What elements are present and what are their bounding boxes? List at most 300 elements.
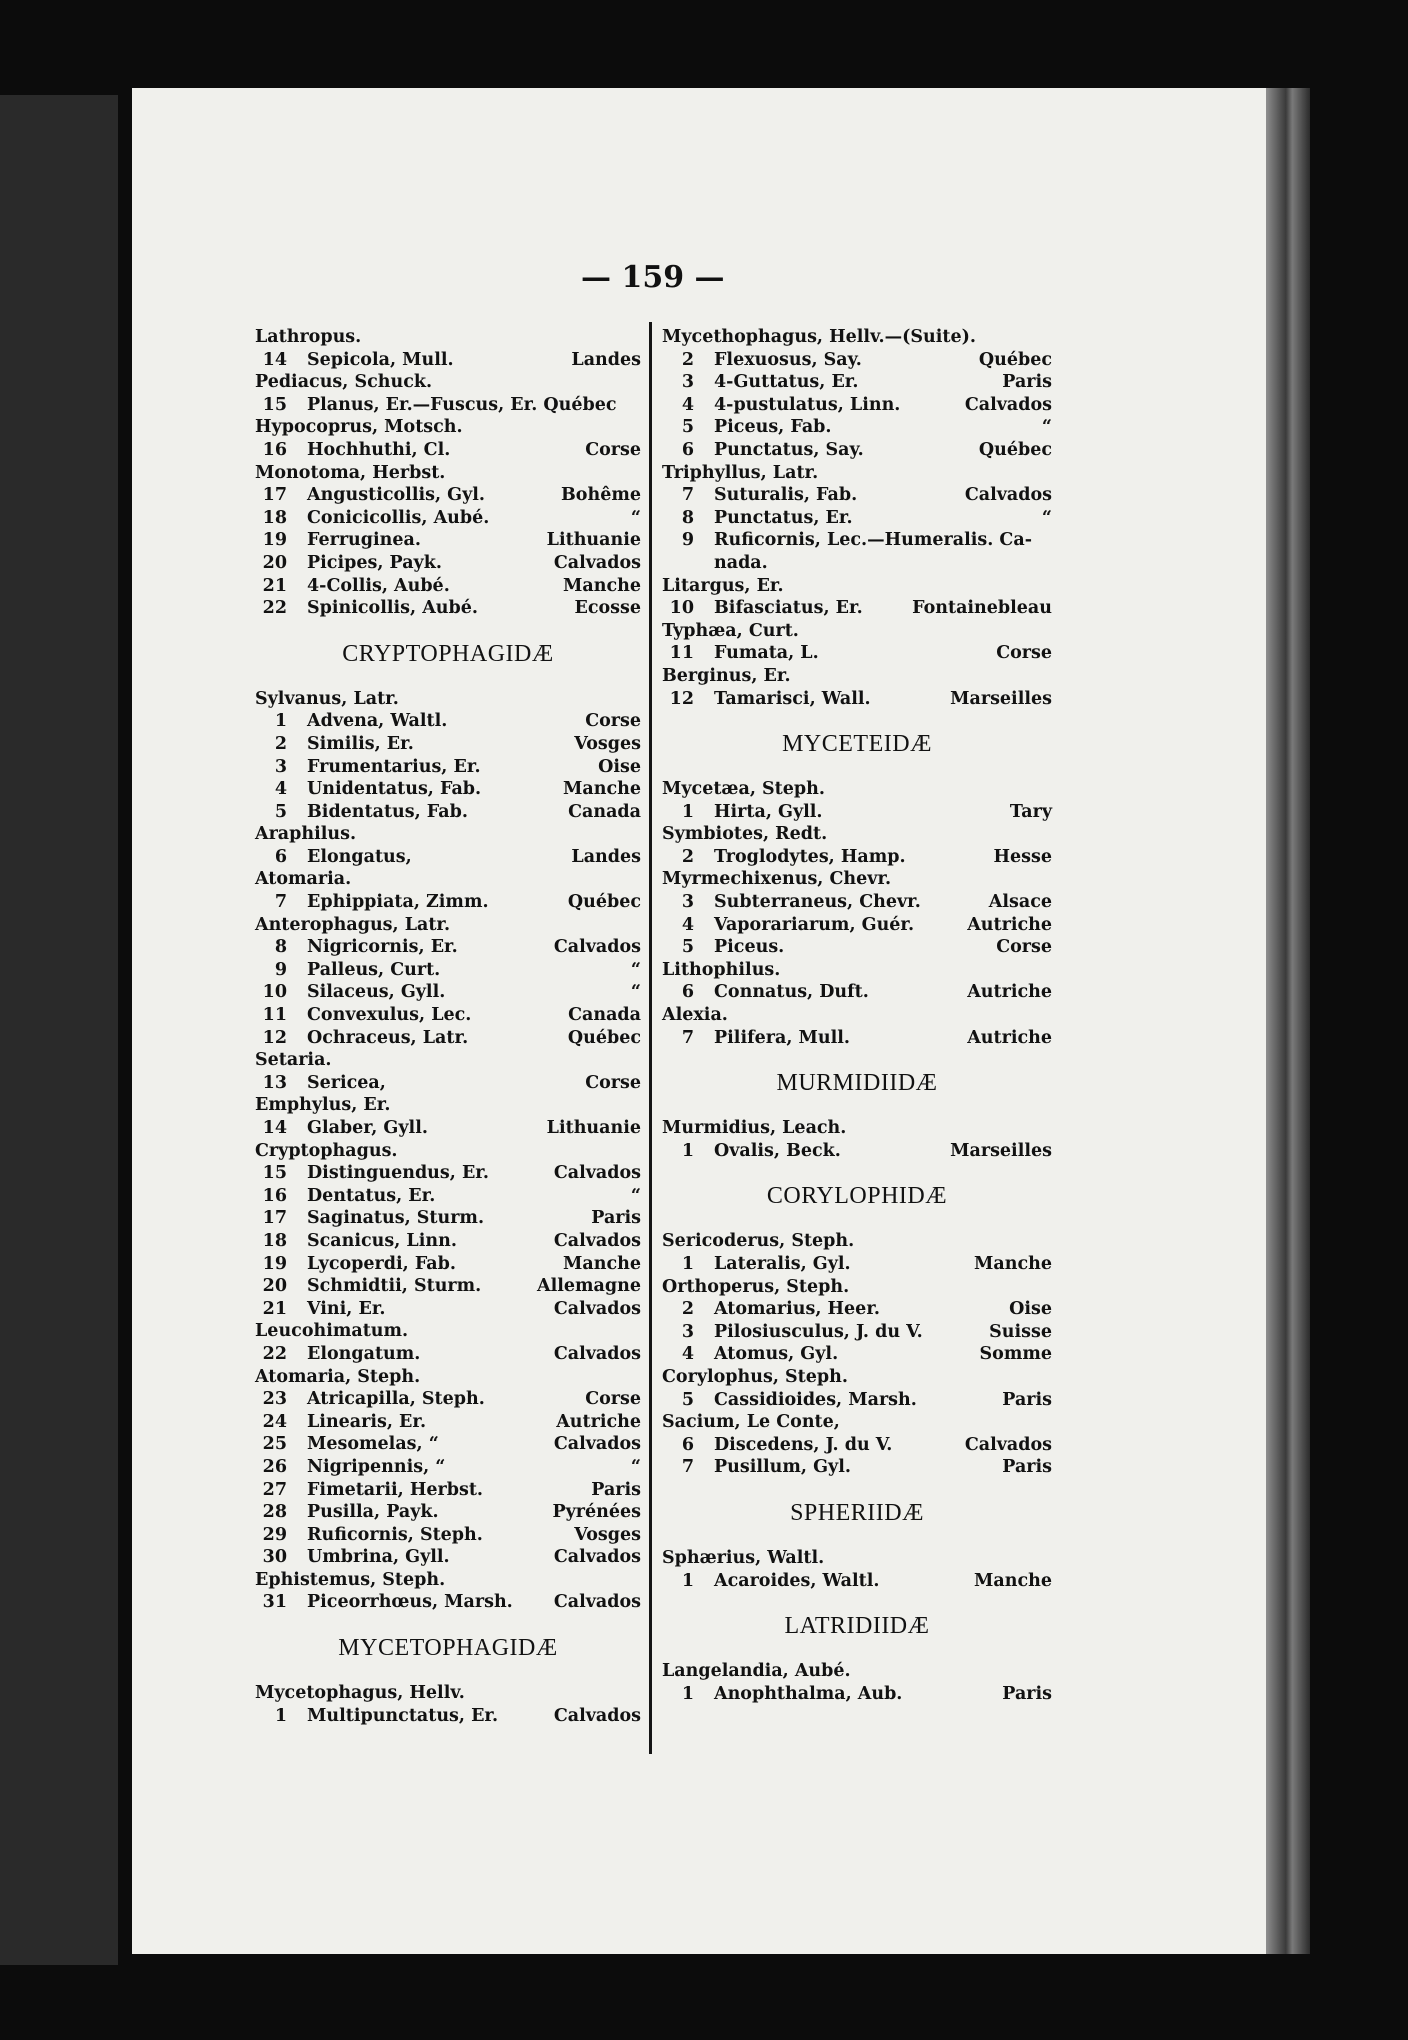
locality: Manche (974, 1570, 1052, 1591)
entry-text: Orthoperus, Steph. (662, 1276, 850, 1297)
species-name: 4-pustulatus, Linn. (714, 394, 901, 415)
genus-heading (662, 620, 1052, 643)
locality: Paris (591, 1208, 641, 1229)
locality: Landes (571, 846, 641, 867)
species-entry (662, 529, 1052, 552)
species-entry (255, 1230, 641, 1253)
entry-text: Corylophus, Steph. (662, 1366, 848, 1387)
species-entry (662, 1253, 1052, 1276)
species-entry (255, 1479, 641, 1502)
locality: Calvados (964, 485, 1052, 506)
species-entry (662, 1389, 1052, 1412)
genus-heading (255, 1320, 641, 1343)
species-entry (662, 1434, 1052, 1457)
genus-heading (255, 1140, 641, 1163)
locality: Calvados (553, 937, 641, 958)
species-name: Distinguendus, Er. (307, 1163, 489, 1184)
species-name: Lateralis, Gyl. (714, 1254, 851, 1274)
species-name: Similis, Er. (307, 733, 414, 754)
species-name: Fumata, L. (714, 643, 819, 664)
species-entry (662, 1570, 1052, 1593)
species-entry (255, 1433, 641, 1456)
entry-number: 28 (262, 1502, 287, 1523)
entry-number: 29 (262, 1524, 287, 1545)
entry-number: 17 (262, 1208, 287, 1229)
species-entry (662, 349, 1052, 372)
entry-text: Atomaria, Steph. (255, 1366, 421, 1387)
entry-text: Cryptophagus. (255, 1140, 398, 1161)
entry-number: 1 (681, 1254, 694, 1274)
entry-text: Triphyllus, Latr. (662, 462, 819, 483)
locality: Oise (598, 756, 641, 777)
locality: Corse (585, 1072, 641, 1093)
entry-text: Pediacus, Schuck. (255, 372, 433, 393)
locality: Allemagne (537, 1276, 641, 1297)
species-entry (662, 597, 1052, 620)
entry-number: 7 (681, 1457, 694, 1478)
entry-number: 7 (274, 892, 287, 913)
family-heading: CORYLOPHIDÆ (766, 1183, 948, 1210)
species-entry (255, 1253, 641, 1276)
locality: Québec (978, 439, 1052, 460)
locality: Québec (567, 892, 641, 913)
entry-number: 2 (681, 1299, 694, 1320)
species-name: Pusillum, Gyl. (714, 1457, 851, 1478)
species-entry (662, 642, 1052, 665)
entry-number: 14 (262, 349, 287, 370)
genus-heading (662, 1660, 1052, 1683)
genus-heading (255, 1049, 641, 1072)
entry-number: 20 (262, 1276, 287, 1297)
entry-text: Sacium, Le Conte, (662, 1412, 840, 1433)
entry-number: 18 (262, 1230, 287, 1251)
genus-heading (662, 959, 1052, 982)
species-entry (662, 439, 1052, 462)
locality: Vosges (574, 1524, 641, 1545)
page-number: — 159 — (581, 260, 725, 295)
species-name: Suturalis, Fab. (714, 485, 858, 506)
entry-text: Lathropus. (255, 327, 362, 347)
entry-number: 12 (669, 688, 694, 709)
species-entry (255, 552, 641, 575)
entry-number: 18 (262, 507, 287, 528)
species-entry (255, 959, 641, 982)
species-entry (662, 416, 1052, 439)
locality: Bohême (561, 485, 641, 506)
species-entry (662, 1298, 1052, 1321)
species-entry (255, 529, 641, 552)
entry-text: Atomaria. (255, 869, 352, 890)
locality: Corse (996, 937, 1052, 958)
species-entry (662, 688, 1052, 711)
entry-number: 25 (262, 1434, 287, 1455)
species-entry (255, 1004, 641, 1027)
species-entry (662, 1456, 1052, 1479)
species-entry (255, 981, 641, 1004)
species-entry (255, 1162, 641, 1185)
locality: “ (630, 982, 641, 1003)
locality: Calvados (553, 1547, 641, 1568)
species-entry (255, 1207, 641, 1230)
left-column (255, 326, 641, 1727)
entry-number: 16 (262, 1185, 287, 1206)
locality: Corse (996, 643, 1052, 664)
locality: Paris (1002, 1683, 1052, 1704)
species-name: Tamarisci, Wall. (714, 688, 871, 709)
entry-number: 17 (262, 485, 287, 506)
genus-heading (662, 326, 1052, 349)
genus-heading (662, 1230, 1052, 1253)
locality: Calvados (964, 394, 1052, 415)
species-name: Advena, Waltl. (307, 711, 448, 732)
entry-text: Murmidius, Leach. (662, 1118, 847, 1139)
entry-text: Emphylus, Er. (255, 1095, 391, 1116)
species-entry (255, 575, 641, 598)
locality: Marseilles (950, 1140, 1052, 1161)
entry-number: 21 (262, 575, 287, 596)
genus-heading (662, 665, 1052, 688)
species-name: Convexulus, Lec. (307, 1005, 472, 1026)
entry-number: 31 (262, 1592, 287, 1613)
locality: “ (630, 1185, 641, 1206)
entry-number: 1 (681, 1683, 694, 1704)
species-name: Ochraceus, Latr. (307, 1027, 469, 1048)
species-entry (662, 846, 1052, 869)
species-name: Punctatus, Er. (714, 507, 853, 528)
entry-number: 13 (262, 1072, 287, 1093)
species-entry (662, 371, 1052, 394)
entry-number: 4 (274, 779, 287, 800)
genus-heading (255, 462, 641, 485)
species-entry (662, 1343, 1052, 1366)
species-name: Hirta, Gyll. (714, 801, 823, 822)
locality: Calvados (964, 1434, 1052, 1455)
species-name: Ovalis, Beck. (714, 1140, 841, 1161)
species-name: Scanicus, Linn. (307, 1230, 457, 1251)
entry-number: 23 (262, 1389, 287, 1410)
locality: Calvados (553, 1343, 641, 1364)
genus-heading (662, 823, 1052, 846)
species-name: Silaceus, Gyll. (307, 982, 446, 1003)
species-name: Troglodytes, Hamp. (714, 846, 906, 867)
genus-heading (662, 1411, 1052, 1434)
species-entry (255, 1546, 641, 1569)
species-name: Ruficornis, Steph. (307, 1524, 483, 1545)
entry-number: 9 (274, 959, 287, 980)
species-name: Umbrina, Gyll. (307, 1547, 450, 1568)
locality: Calvados (553, 1230, 641, 1251)
locality: Vosges (574, 733, 641, 754)
species-entry (662, 1683, 1052, 1706)
entry-text: Araphilus. (255, 824, 357, 845)
locality: Paris (1002, 1457, 1052, 1478)
locality: Calvados (553, 1163, 641, 1184)
locality: Manche (974, 1254, 1052, 1274)
species-name: Picipes, Payk. (307, 552, 442, 573)
species-name: Frumentarius, Er. (307, 756, 481, 777)
right-column (662, 326, 1052, 1705)
genus-heading (255, 1569, 641, 1592)
genus-heading (255, 1366, 641, 1389)
species-name: Connatus, Duft. (714, 982, 869, 1003)
entry-text: Sylvanus, Latr. (255, 688, 399, 709)
entry-number: 6 (681, 439, 694, 460)
species-name: Ferruginea. (307, 530, 421, 551)
entry-number: 11 (262, 1005, 287, 1026)
locality: “ (630, 959, 641, 980)
species-name: Glaber, Gyll. (307, 1118, 428, 1138)
locality: Landes (571, 349, 641, 370)
genus-heading (662, 1276, 1052, 1299)
species-entry (255, 1298, 641, 1321)
genus-heading (662, 1004, 1052, 1027)
locality: Manche (563, 1253, 641, 1274)
species-entry (255, 507, 641, 530)
locality: Corse (585, 439, 641, 460)
entry-text: Setaria. (255, 1050, 332, 1071)
entry-number: 1 (681, 1570, 694, 1591)
species-name: Schmidtii, Sturm. (307, 1276, 482, 1297)
locality: Lithuanie (546, 1118, 641, 1138)
locality: Canada (568, 801, 641, 822)
locality: Autriche (967, 1027, 1052, 1048)
species-entry (255, 439, 641, 462)
genus-heading (255, 326, 641, 349)
species-entry (255, 710, 641, 733)
species-entry (255, 891, 641, 914)
genus-heading (662, 1547, 1052, 1570)
species-entry (255, 756, 641, 779)
entry-text: Anterophagus, Latr. (255, 914, 451, 935)
species-name: Conicicollis, Aubé. (307, 507, 490, 528)
species-name: Lycoperdi, Fab. (307, 1253, 456, 1274)
entry-number: 5 (274, 801, 287, 822)
species-entry (255, 1343, 641, 1366)
locality: “ (1041, 417, 1052, 438)
entry-text: Mycetophagus, Hellv. (255, 1683, 465, 1704)
species-entry (255, 733, 641, 756)
species-name: Piceus. (714, 937, 785, 958)
species-name: Hochhuthi, Cl. (307, 439, 451, 460)
species-entry (662, 1321, 1052, 1344)
locality: Calvados (553, 1434, 641, 1455)
species-name: Ruficornis, Lec.—Humeralis. Ca- (714, 530, 1032, 551)
species-entry (662, 1027, 1052, 1050)
entry-number: 15 (262, 394, 287, 415)
entry-number: 4 (681, 394, 694, 415)
locality: Pyrénées (552, 1502, 641, 1523)
locality: Québec (567, 1027, 641, 1048)
entry-number: 1 (681, 1140, 694, 1161)
entry-number: 22 (262, 598, 287, 619)
species-name: Spinicollis, Aubé. (307, 598, 478, 619)
genus-heading (662, 1366, 1052, 1389)
entry-text: Ephistemus, Steph. (255, 1569, 446, 1590)
genus-heading (662, 868, 1052, 891)
entry-text: Mycethophagus, Hellv.—(Suite). (662, 327, 976, 347)
species-entry (255, 1185, 641, 1208)
species-name: Dentatus, Er. (307, 1185, 436, 1206)
species-name: Angusticollis, Gyl. (307, 485, 486, 506)
genus-heading (255, 416, 641, 439)
species-name: Nigripennis, “ (307, 1456, 446, 1477)
genus-heading (255, 371, 641, 394)
species-name: Piceorrhœus, Marsh. (307, 1592, 513, 1613)
species-name: Cassidioides, Marsh. (714, 1389, 917, 1410)
locality: Hesse (993, 846, 1052, 867)
species-name: 4-Guttatus, Er. (714, 372, 859, 393)
entry-text: Monotoma, Herbst. (255, 462, 446, 483)
genus-heading (662, 778, 1052, 801)
family-heading: MYCETEIDÆ (782, 731, 932, 758)
entry-number: 1 (274, 1705, 287, 1726)
entry-number: 2 (681, 349, 694, 370)
species-name: Multipunctatus, Er. (307, 1705, 499, 1726)
species-name: Palleus, Curt. (307, 959, 441, 980)
genus-heading (255, 688, 641, 711)
locality: Paris (591, 1479, 641, 1500)
entry-number: 6 (681, 982, 694, 1003)
entry-text: Leucohimatum. (255, 1321, 409, 1342)
species-name: Vini, Er. (307, 1298, 386, 1319)
entry-number: 14 (262, 1118, 287, 1138)
genus-heading (255, 868, 641, 891)
entry-text: Sphærius, Waltl. (662, 1547, 825, 1568)
species-name: Anophthalma, Aub. (714, 1683, 903, 1704)
species-name: Bidentatus, Fab. (307, 801, 468, 822)
entry-number: 7 (681, 485, 694, 506)
family-heading: MYCETOPHAGIDÆ (338, 1635, 558, 1662)
species-entry (255, 846, 641, 869)
locality: Autriche (556, 1411, 641, 1432)
species-entry (255, 1027, 641, 1050)
species-entry (662, 936, 1052, 959)
entry-number: 10 (262, 982, 287, 1003)
species-name: Acaroides, Waltl. (714, 1570, 880, 1591)
species-name: Linearis, Er. (307, 1411, 427, 1432)
species-name: Atricapilla, Steph. (307, 1389, 485, 1410)
species-name: Discedens, J. du V. (714, 1434, 893, 1455)
species-name: Pusilla, Payk. (307, 1502, 439, 1523)
species-name: Sericea, (307, 1072, 386, 1093)
entry-text: Symbiotes, Redt. (662, 824, 828, 845)
species-entry (255, 778, 641, 801)
entry-number: 12 (262, 1027, 287, 1048)
locality: Calvados (553, 1298, 641, 1319)
species-name: Subterraneus, Chevr. (714, 892, 921, 913)
entry-number: 22 (262, 1343, 287, 1364)
family-heading: MURMIDIIDÆ (776, 1070, 938, 1097)
species-name: Bifasciatus, Er. (714, 598, 863, 619)
family-heading: SPHERIIDÆ (790, 1499, 924, 1526)
locality: Canada (568, 1005, 641, 1026)
species-name: Atomus, Gyl. (714, 1344, 839, 1365)
family-heading: CRYPTOPHAGIDÆ (342, 640, 554, 667)
entry-text: Myrmechixenus, Chevr. (662, 869, 892, 890)
entry-number: 2 (681, 846, 694, 867)
species-name: Punctatus, Say. (714, 439, 864, 460)
locality: Corse (585, 1389, 641, 1410)
entry-number: 3 (681, 892, 694, 913)
entry-number: 19 (262, 530, 287, 551)
locality: Corse (585, 711, 641, 732)
species-entry (255, 1275, 641, 1298)
locality: Marseilles (950, 688, 1052, 709)
species-entry (662, 1140, 1052, 1163)
genus-heading (662, 575, 1052, 598)
entry-text: Litargus, Er. (662, 575, 784, 596)
species-name: 4-Collis, Aubé. (307, 575, 450, 596)
locality: “ (1041, 507, 1052, 528)
species-entry (255, 349, 641, 372)
genus-heading (255, 914, 641, 937)
entry-number: 8 (274, 937, 287, 958)
species-entry (255, 1456, 641, 1479)
entry-number: 1 (681, 801, 694, 822)
species-entry (662, 981, 1052, 1004)
entry-number: 20 (262, 552, 287, 573)
species-entry (662, 914, 1052, 937)
species-entry (255, 1117, 641, 1140)
locality: Paris (1002, 1389, 1052, 1410)
entry-number: 5 (681, 937, 694, 958)
locality: Lithuanie (546, 530, 641, 551)
species-name: Elongatum. (307, 1343, 421, 1364)
entry-number: 5 (681, 417, 694, 438)
facing-page-edge (0, 95, 118, 1965)
species-entry (662, 484, 1052, 507)
species-name: Pilifera, Mull. (714, 1027, 850, 1048)
entry-number: 24 (262, 1411, 287, 1432)
species-entry (255, 1591, 641, 1614)
entry-number: 4 (681, 914, 694, 935)
locality: Ecosse (574, 598, 641, 619)
entry-number: 21 (262, 1298, 287, 1319)
entry-text: Alexia. (662, 1005, 728, 1026)
entry-number: 6 (274, 846, 287, 867)
entry-number: 2 (274, 733, 287, 754)
genus-heading (662, 1117, 1052, 1140)
locality: Tary (1009, 801, 1052, 822)
entry-number: 3 (681, 372, 694, 393)
entry-text: Langelandia, Aubé. (662, 1661, 851, 1682)
locality: Oise (1009, 1299, 1052, 1320)
locality: Fontainebleau (912, 598, 1052, 619)
entry-number: 5 (681, 1389, 694, 1410)
entry-text: Berginus, Er. (662, 665, 791, 686)
entry-number: 1 (274, 711, 287, 732)
locality: Somme (979, 1344, 1052, 1365)
entry-number: 27 (262, 1479, 287, 1500)
locality: Alsace (988, 892, 1052, 913)
locality: Paris (1002, 372, 1052, 393)
species-entry (662, 507, 1052, 530)
species-name: Nigricornis, Er. (307, 937, 458, 958)
entry-number: 19 (262, 1253, 287, 1274)
species-name: Unidentatus, Fab. (307, 779, 482, 800)
species-entry (255, 1411, 641, 1434)
species-entry (662, 394, 1052, 417)
species-name: Fimetarii, Herbst. (307, 1479, 483, 1500)
entry-number: 3 (274, 756, 287, 777)
species-entry (255, 1705, 641, 1728)
book-spine-edge (1266, 88, 1310, 1954)
species-entry (255, 1524, 641, 1547)
species-name: Sepicola, Mull. (307, 349, 454, 370)
continuation-line (662, 552, 1052, 575)
locality: Autriche (967, 914, 1052, 935)
species-name: Saginatus, Sturm. (307, 1208, 485, 1229)
